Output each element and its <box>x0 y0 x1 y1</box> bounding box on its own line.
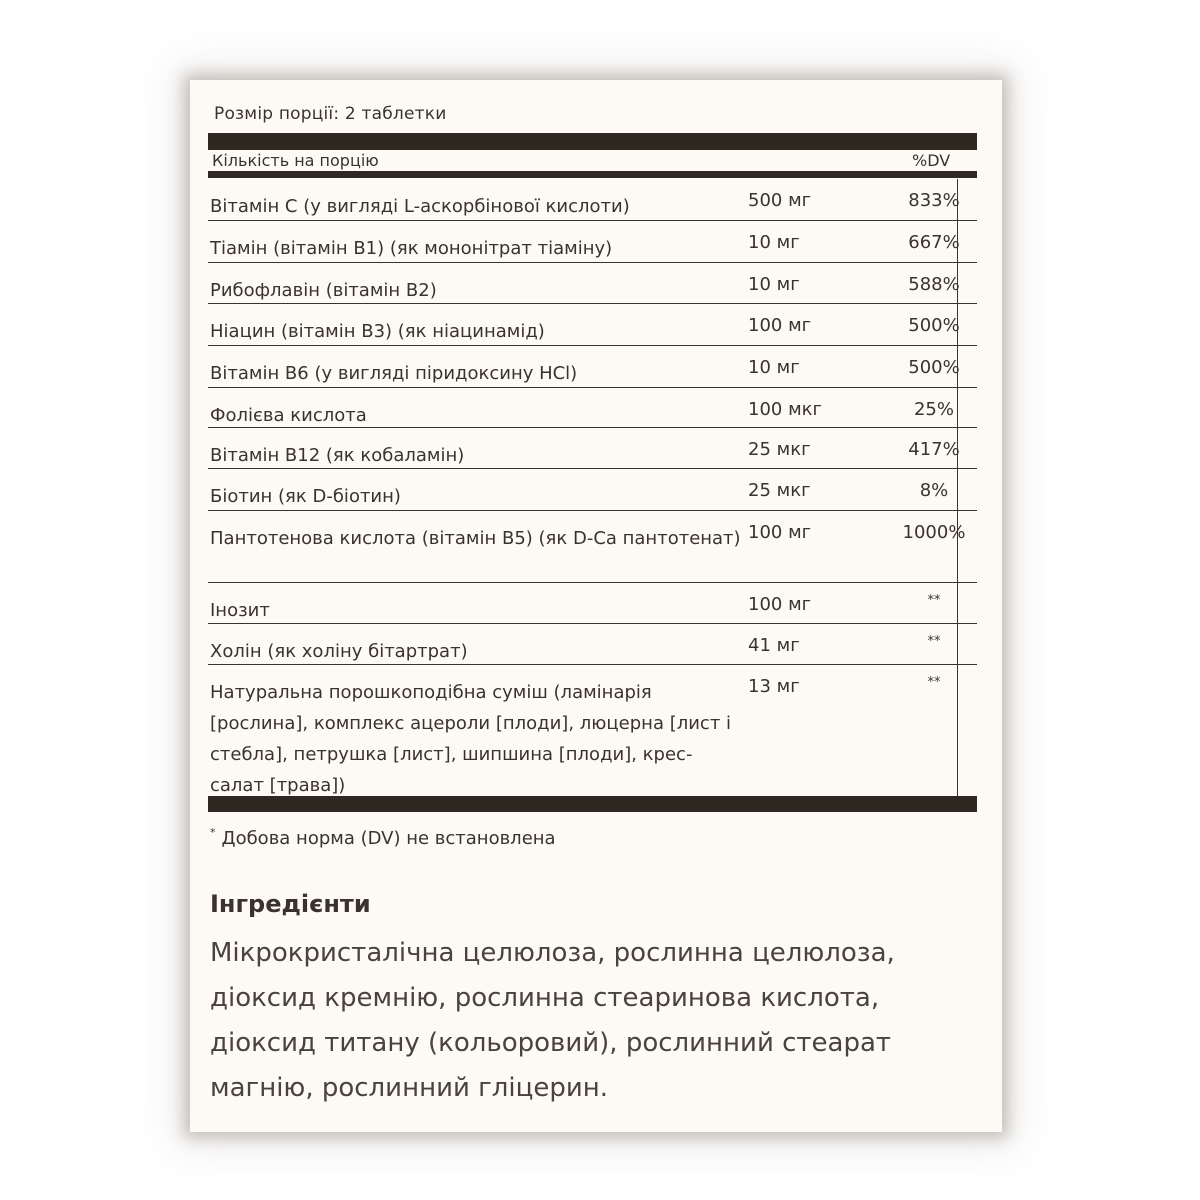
nutrient-amount: 13 мг <box>748 676 800 697</box>
nutrient-row <box>208 179 977 221</box>
serving-size: Розмір порції: 2 таблетки <box>214 104 447 124</box>
nutrient-row <box>208 388 977 428</box>
nutrient-amount: 25 мкг <box>748 480 811 501</box>
nutrient-amount: 100 мкг <box>748 399 822 420</box>
nutrient-amount: 10 мг <box>748 274 800 295</box>
footnote <box>210 826 556 849</box>
nutrient-row <box>208 263 977 304</box>
nutrient-amount: 100 мг <box>748 315 812 336</box>
nutrient-amount: 41 мг <box>748 635 800 656</box>
nutrient-name: Ніацин (вітамін В3) (як ніацинамід) <box>210 321 545 342</box>
header-divider <box>208 171 977 178</box>
nutrient-name: Фолієва кислота <box>210 405 367 426</box>
nutrient-amount: 10 мг <box>748 232 800 253</box>
nutrient-row <box>208 511 977 583</box>
nutrient-name: Інозит <box>210 600 270 621</box>
nutrient-amount: 500 мг <box>748 190 812 211</box>
nutrient-dv: ** <box>927 675 941 690</box>
bottom-divider <box>208 796 977 812</box>
nutrient-dv: 833% <box>908 190 960 211</box>
nutrient-row <box>208 346 977 388</box>
nutrient-dv: 588% <box>908 274 960 295</box>
nutrient-row <box>208 221 977 263</box>
nutrient-row <box>208 304 977 346</box>
nutrient-row <box>208 469 977 511</box>
nutrient-dv: 667% <box>908 232 960 253</box>
amount-per-serving-header: Кількість на порцію <box>212 151 379 170</box>
nutrient-dv: 8% <box>919 480 949 501</box>
nutrient-name: Рибофлавін (вітамін В2) <box>210 280 437 301</box>
nutrient-row <box>208 583 977 624</box>
nutrient-dv: 1000% <box>902 522 966 543</box>
nutrient-row <box>208 624 977 665</box>
ingredients-text: Мікрокристалічна целюлоза, рослинна целюлоза, діоксид кремнію, рослинна стеаринова кислота, діоксид титану (кольоровий), рослинний стеарат магнію, рослинний гліцерин. <box>210 938 895 1103</box>
nutrient-amount: 100 мг <box>748 522 812 543</box>
nutrient-amount: 10 мг <box>748 357 800 378</box>
nutrient-name: Пантотенова кислота (вітамін В5) (як D-Ca пантотенат) <box>210 528 741 549</box>
nutrient-name: Біотин (як D-біотин) <box>210 486 401 507</box>
nutrient-dv: ** <box>927 593 941 608</box>
nutrient-amount: 100 мг <box>748 594 812 615</box>
nutrient-row <box>208 428 977 469</box>
nutrient-name: Натуральна порошкоподібна суміш (ламінарія [рослина], комплекс ацероли [плоди], люцерна [лист і стебла], петрушка [лист], шипшина [плоди], крес-салат [трава]) <box>210 682 732 796</box>
nutrient-name: Вітамін В6 (у вигляді піридоксину HCl) <box>210 363 578 384</box>
top-divider <box>208 133 977 150</box>
nutrient-dv: 25% <box>913 399 954 420</box>
nutrient-name: Вітамін С (у вигляді L-аскорбінової кислоти) <box>210 196 630 217</box>
nutrient-amount: 25 мкг <box>748 439 811 460</box>
footnote-mark: * <box>210 826 216 839</box>
nutrient-name: Вітамін В12 (як кобаламін) <box>210 445 465 466</box>
nutrient-dv: 500% <box>908 357 960 378</box>
nutrient-dv: 500% <box>908 315 960 336</box>
nutrient-dv: ** <box>927 634 941 649</box>
footnote-text: Добова норма (DV) не встановлена <box>221 828 556 849</box>
ingredients-title: Інгредієнти <box>210 890 371 918</box>
dv-header: %DV <box>912 151 951 170</box>
nutrient-dv: 417% <box>908 439 960 460</box>
nutrient-row <box>208 665 977 796</box>
nutrient-name: Холін (як холіну бітартрат) <box>210 641 468 662</box>
nutrient-name: Тіамін (вітамін В1) (як мононітрат тіаміну) <box>210 238 613 259</box>
